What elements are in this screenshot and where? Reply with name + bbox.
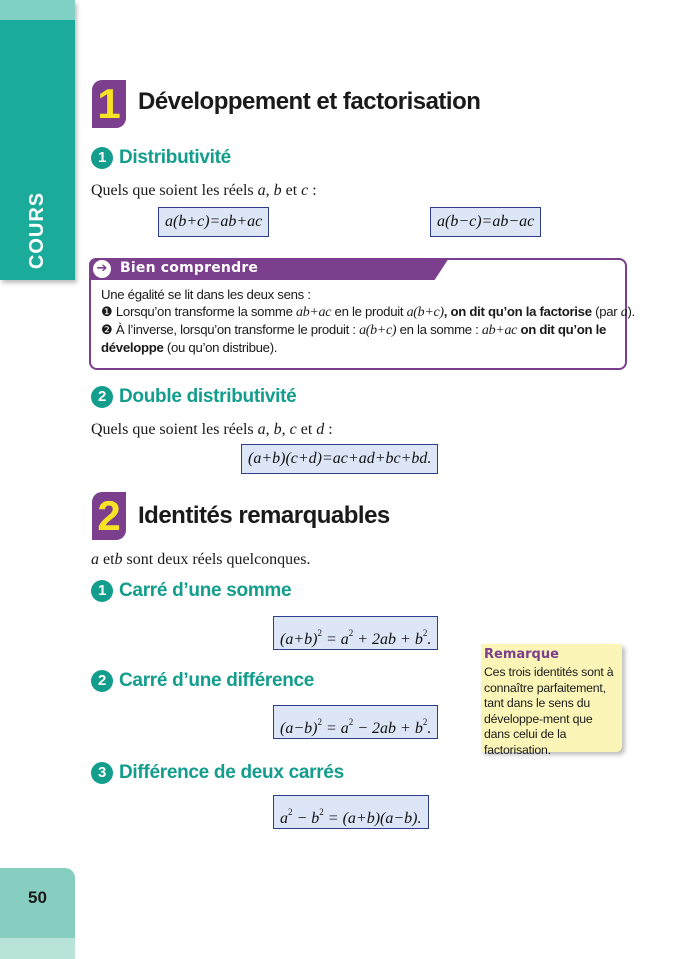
bien-comprendre-line-4 bbox=[101, 340, 277, 355]
sidebar-top-strip bbox=[0, 0, 75, 20]
subsection-title: Carré d’une différence bbox=[119, 670, 315, 691]
identites-intro bbox=[91, 551, 311, 569]
var-b: b bbox=[273, 421, 282, 438]
var-a: a bbox=[257, 421, 266, 438]
sep: , bbox=[265, 421, 274, 438]
exponent: 2 bbox=[319, 807, 324, 817]
bien-comprendre-title: Bien comprendre bbox=[120, 260, 259, 276]
bien-comprendre-line-1: Une égalité se lit dans les deux sens : bbox=[101, 287, 311, 302]
text: (par bbox=[591, 304, 621, 319]
var-b: b bbox=[114, 551, 123, 568]
subsection-carre-somme bbox=[91, 580, 291, 602]
rhs: = a bbox=[321, 631, 349, 648]
subsection-number: 3 bbox=[91, 762, 113, 784]
expr: a(b+c) bbox=[406, 305, 444, 320]
expr: ab+ac bbox=[481, 323, 518, 338]
subsection-title: Distributivité bbox=[119, 147, 231, 168]
emphasis: , on dit qu’on la factorise bbox=[443, 304, 592, 319]
subsection-distributivite bbox=[91, 147, 231, 169]
text: en le produit bbox=[331, 304, 407, 319]
section-number-2: 2 bbox=[92, 492, 126, 540]
var-a: a bbox=[257, 182, 266, 199]
formula-carre-somme bbox=[273, 616, 438, 650]
subsection-title: Carré d’une somme bbox=[119, 580, 292, 601]
expr: a(b+c) bbox=[359, 323, 397, 338]
exponent: 2 bbox=[422, 628, 428, 638]
text: ❶ Lorsqu’on transforme la somme bbox=[101, 304, 296, 319]
section-label-wrap bbox=[0, 190, 75, 270]
distributivite-intro bbox=[91, 182, 317, 200]
subsection-double-distributivite bbox=[91, 386, 296, 408]
formula-distributivity-diff: a(b−c)=ab−ac bbox=[430, 207, 541, 237]
subsection-number: 1 bbox=[91, 580, 113, 602]
text: ). bbox=[627, 304, 635, 319]
colon: : bbox=[308, 182, 317, 199]
text: (ou qu’on distribue). bbox=[163, 340, 278, 355]
rhs: − 2ab + b bbox=[353, 720, 423, 737]
rhs: + 2ab + b bbox=[353, 631, 423, 648]
sep: , bbox=[265, 182, 274, 199]
subsection-number: 2 bbox=[91, 386, 113, 408]
subsection-title: Double distributivité bbox=[119, 386, 297, 407]
lhs: − b bbox=[292, 810, 320, 827]
sep: et bbox=[296, 421, 317, 438]
exponent: 2 bbox=[348, 717, 354, 727]
section-number-1: 1 bbox=[92, 80, 126, 128]
subsection-number: 1 bbox=[91, 147, 113, 169]
emphasis: on dit qu’on le bbox=[517, 322, 607, 337]
bien-comprendre-line-3 bbox=[101, 322, 606, 339]
var-b: b bbox=[273, 182, 282, 199]
text: et bbox=[99, 551, 115, 568]
text: ❷ À l’inverse, lorsqu’on transforme le produit : bbox=[101, 322, 360, 337]
subsection-title: Différence de deux carrés bbox=[119, 762, 344, 783]
lhs: (a+b) bbox=[280, 631, 318, 648]
colon: : bbox=[324, 421, 333, 438]
page-tab-bottom bbox=[0, 938, 75, 959]
double-distributivite-intro bbox=[91, 421, 333, 439]
section-label: COURS bbox=[26, 191, 49, 269]
intro-text: Quels que soient les réels bbox=[91, 421, 258, 438]
remarque-text: Ces trois identités sont à connaître parfaitement, tant dans le sens du développe-ment que dans celui de la factorisation. bbox=[484, 665, 614, 757]
emphasis: développe bbox=[101, 340, 164, 355]
rhs: . bbox=[427, 631, 432, 648]
var-a: a bbox=[91, 551, 99, 568]
text: en la somme : bbox=[396, 322, 482, 337]
section-title-1: Développement et factorisation bbox=[138, 88, 481, 115]
expr: ab+ac bbox=[296, 305, 332, 320]
intro-text: Quels que soient les réels bbox=[91, 182, 258, 199]
lhs: a bbox=[280, 810, 288, 827]
exponent: 2 bbox=[317, 717, 322, 727]
exponent: 2 bbox=[348, 628, 354, 638]
formula-double-distributivity: (a+b)(c+d)=ac+ad+bc+bd. bbox=[241, 444, 438, 474]
var-d: d bbox=[316, 421, 325, 438]
section-title-2: Identités remarquables bbox=[138, 502, 390, 529]
var-c: c bbox=[301, 182, 309, 199]
subsection-number: 2 bbox=[91, 670, 113, 692]
lhs: (a−b) bbox=[280, 720, 318, 737]
subsection-carre-difference bbox=[91, 670, 314, 692]
formula-difference-carres bbox=[273, 795, 429, 829]
sep: et bbox=[281, 182, 302, 199]
var: a bbox=[620, 305, 628, 320]
text: sont deux réels quelconques. bbox=[122, 551, 311, 568]
exponent: 2 bbox=[422, 717, 428, 727]
exponent: 2 bbox=[288, 807, 293, 817]
arrow-right-icon: ➔ bbox=[93, 260, 111, 278]
sep: , bbox=[281, 421, 290, 438]
rhs: = (a+b)(a−b). bbox=[323, 810, 422, 827]
rhs: . bbox=[427, 720, 432, 737]
exponent: 2 bbox=[317, 628, 322, 638]
page-number: 50 bbox=[28, 888, 47, 907]
remarque-title: Remarque bbox=[484, 647, 559, 662]
rhs: = a bbox=[321, 720, 349, 737]
formula-carre-difference bbox=[273, 705, 438, 739]
var-c: c bbox=[289, 421, 297, 438]
bien-comprendre-line-2 bbox=[101, 304, 635, 321]
subsection-difference-carres bbox=[91, 762, 344, 784]
formula-distributivity-sum: a(b+c)=ab+ac bbox=[158, 207, 269, 237]
